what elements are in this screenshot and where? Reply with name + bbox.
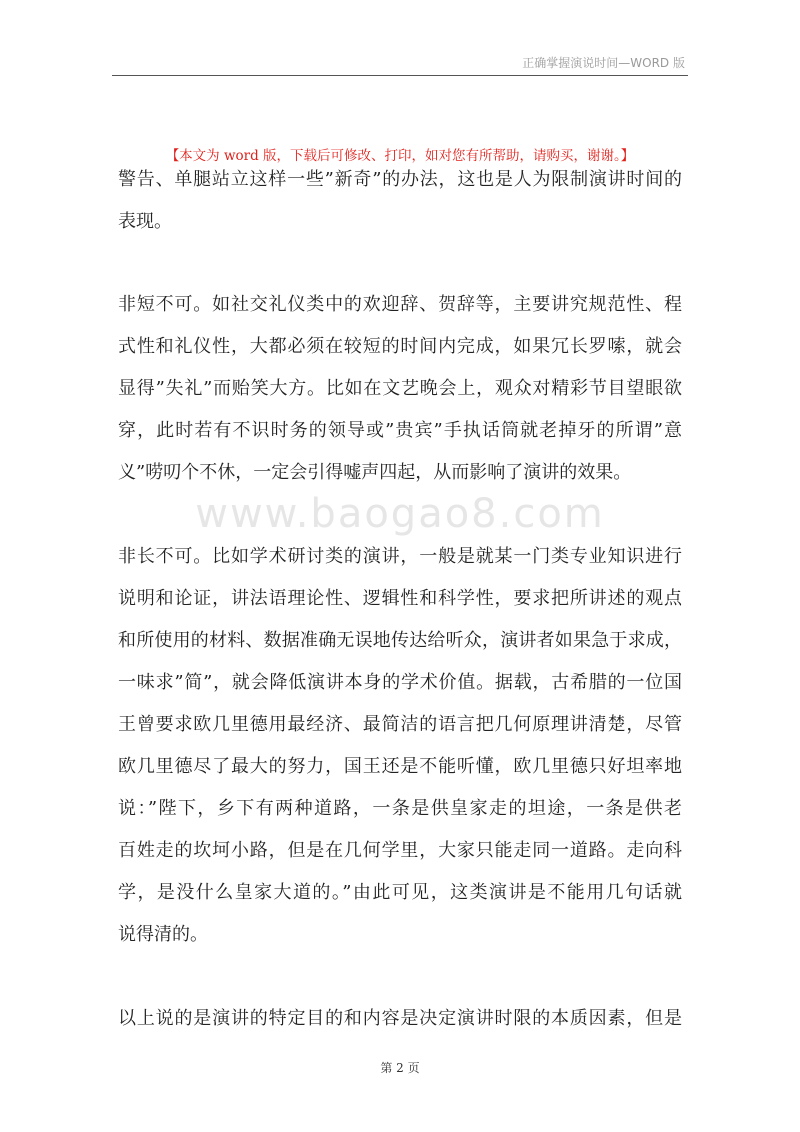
paragraph-line: 说得清的。 bbox=[118, 924, 208, 945]
paragraph-line: 表现。 bbox=[118, 211, 172, 232]
paragraph-line: 说：”陛下，乡下有两种道路，一条是供皇家走的坦途，一条是供老 bbox=[118, 798, 682, 819]
header-divider bbox=[112, 75, 688, 76]
paragraph-line: 一味求”简”，就会降低演讲本身的学术价值。据载，古希腊的一位国 bbox=[118, 672, 682, 693]
paragraph-line: 非短不可。如社交礼仪类中的欢迎辞、贺辞等，主要讲究规范性、程 bbox=[118, 294, 682, 315]
page-header-title: 正确掌握演说时间—WORD 版 bbox=[522, 56, 685, 70]
paragraph-line: 说明和论证，讲法语理论性、逻辑性和科学性，要求把所讲述的观点 bbox=[118, 588, 682, 609]
paragraph-line: 警告、单腿站立这样一些”新奇”的办法，这也是人为限制演讲时间的 bbox=[118, 169, 682, 190]
paragraph-line: 欧几里德尽了最大的努力，国王还是不能听懂，欧几里德只好坦率地 bbox=[118, 756, 682, 777]
download-notice: 【本文为 word 版，下载后可修改、打印，如对您有所帮助，请购买，谢谢。】 bbox=[165, 148, 635, 164]
paragraph-line: 显得”失礼”而贻笑大方。比如在文艺晚会上，观众对精彩节目望眼欲 bbox=[118, 378, 682, 399]
paragraph-line: 式性和礼仪性，大都必须在较短的时间内完成，如果冗长罗嗦，就会 bbox=[118, 336, 682, 357]
watermark: www.baogao8.com bbox=[195, 491, 605, 537]
paragraph-line: 百姓走的坎坷小路，但是在几何学里，大家只能走同一道路。走向科 bbox=[118, 840, 682, 861]
paragraph-line: 非长不可。比如学术研讨类的演讲，一般是就某一门类专业知识进行 bbox=[118, 546, 682, 567]
page-number: 第 2 页 bbox=[380, 1061, 420, 1075]
paragraph-line: 王曾要求欧几里德用最经济、最简洁的语言把几何原理讲清楚，尽管 bbox=[118, 714, 682, 735]
paragraph-line: 穿，此时若有不识时务的领导或”贵宾”手执话筒就老掉牙的所谓”意 bbox=[118, 420, 682, 441]
paragraph-line: 以上说的是演讲的特定目的和内容是决定演讲时限的本质因素，但是 bbox=[118, 1008, 682, 1029]
paragraph-line: 学，是没什么皇家大道的。”由此可见，这类演讲是不能用几句话就 bbox=[118, 882, 682, 903]
paragraph-line: 义”唠叨个不休，一定会引得嘘声四起，从而影响了演讲的效果。 bbox=[118, 462, 632, 483]
paragraph-line: 和所使用的材料、数据准确无误地传达给听众，演讲者如果急于求成， bbox=[118, 630, 682, 651]
